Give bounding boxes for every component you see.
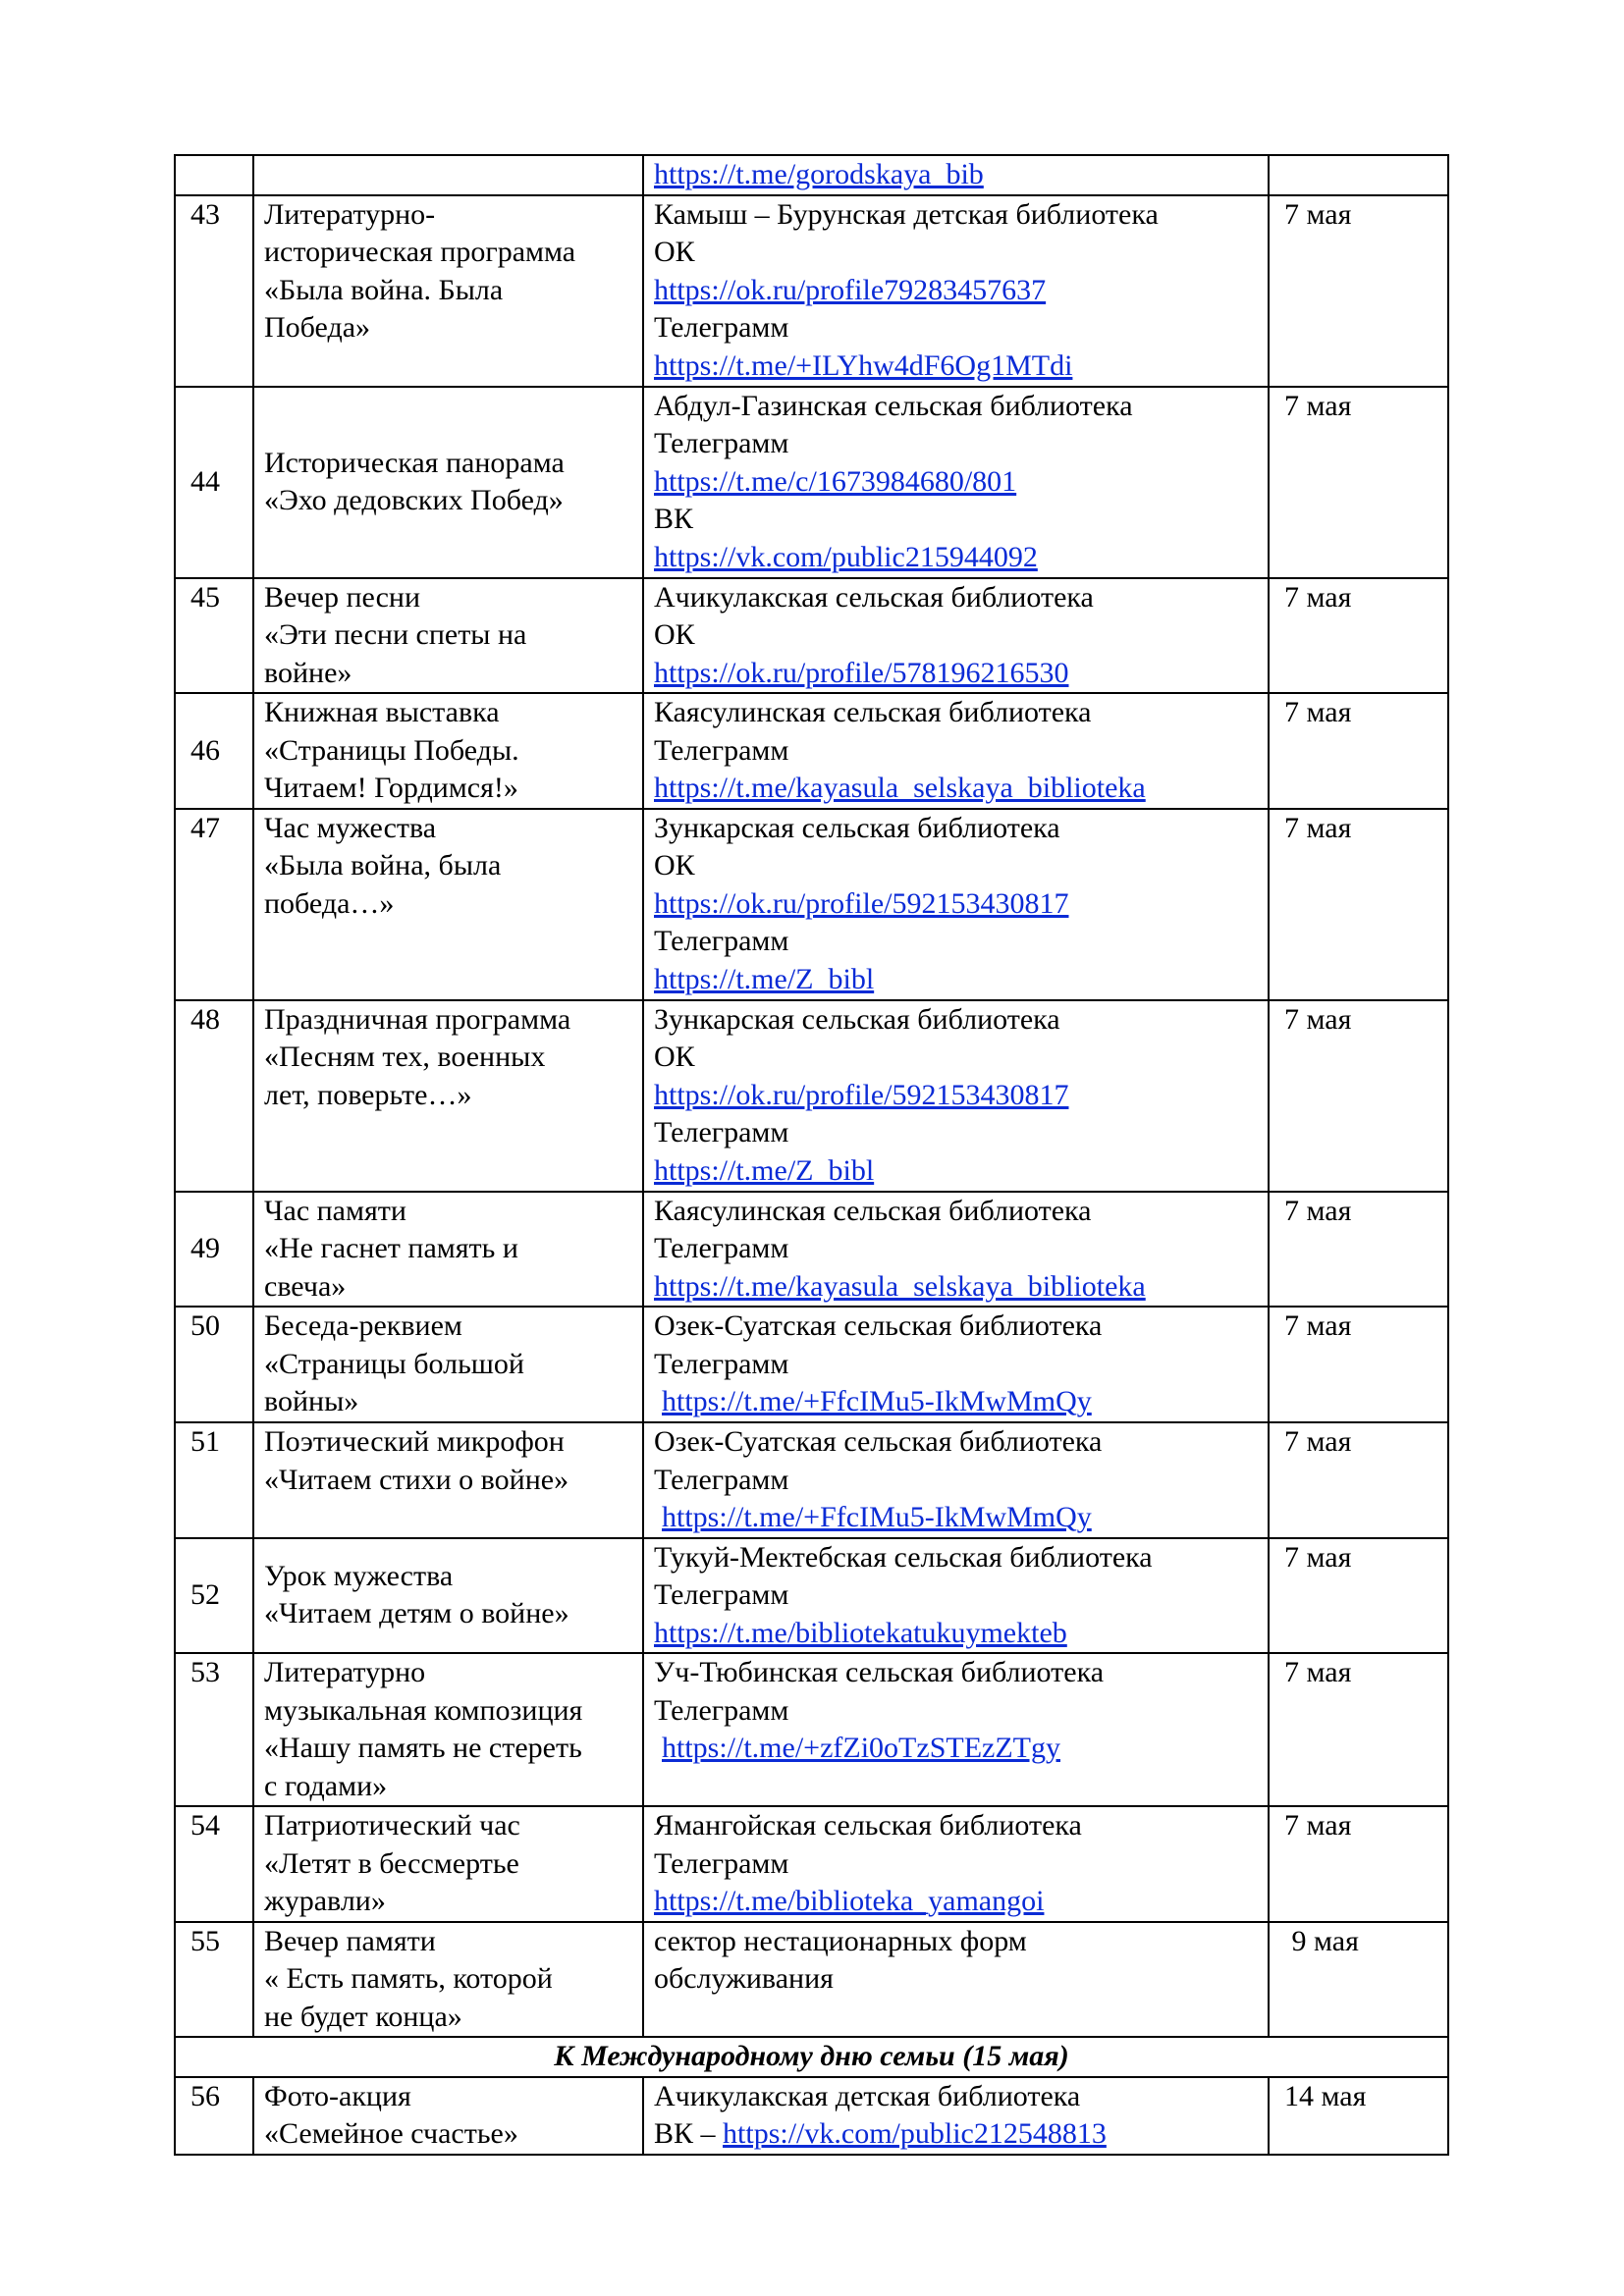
- event-title: [253, 693, 643, 809]
- event-date: 7 мая: [1269, 387, 1448, 578]
- event-line: историческая программа: [264, 236, 576, 268]
- row-number: [175, 155, 253, 195]
- venue-line: ОК: [654, 236, 695, 268]
- social-link[interactable]: https://t.me/Z_bibl: [654, 1153, 875, 1187]
- event-line: «Была война, была: [264, 849, 502, 881]
- venue-line: Телеграмм: [654, 1578, 789, 1611]
- venue-line: Телеграмм: [654, 1232, 789, 1264]
- venue-line: Ачикулакская детская библиотека: [654, 2079, 1081, 2112]
- social-link[interactable]: https://t.me/gorodskaya_bib: [654, 158, 984, 190]
- event-line: «Нашу память не стереть: [264, 1732, 582, 1764]
- table-row: [175, 1192, 1448, 1308]
- venue-and-links: [643, 1000, 1269, 1192]
- venue-and-links: [643, 1922, 1269, 2038]
- social-link[interactable]: https://t.me/+ILYhw4dF6Og1MTdi: [654, 348, 1073, 382]
- social-link[interactable]: https://t.me/kayasula_selskaya_biblioteka: [654, 1269, 1146, 1303]
- event-line: Историческая панорама: [264, 446, 565, 479]
- event-line: «Страницы большой: [264, 1347, 524, 1380]
- event-title: [253, 578, 643, 694]
- venue-line: Абдул-Газинская сельская библиотека: [654, 389, 1133, 422]
- event-title: [253, 1192, 643, 1308]
- social-link[interactable]: https://t.me/Z_bibl: [654, 962, 875, 995]
- venue-and-links: [643, 1538, 1269, 1654]
- event-date: 7 мая: [1269, 809, 1448, 1000]
- event-date: [1269, 155, 1448, 195]
- row-number: 51: [175, 1422, 253, 1538]
- event-title: [253, 1422, 643, 1538]
- social-link[interactable]: https://ok.ru/profile79283457637: [654, 273, 1047, 306]
- social-link[interactable]: https://ok.ru/profile/592153430817: [654, 886, 1069, 920]
- social-link[interactable]: https://t.me/+FfcIMu5-IkMwMmQy: [662, 1385, 1092, 1417]
- event-line: «Читаем стихи о войне»: [264, 1463, 569, 1496]
- venue-line: обслуживания: [654, 1962, 834, 1995]
- event-line: «Была война. Была: [264, 273, 504, 306]
- row-number: 45: [175, 578, 253, 694]
- event-title: [253, 1538, 643, 1654]
- row-number: 56: [175, 2077, 253, 2155]
- event-title: [253, 195, 643, 387]
- venue-line: Телеграмм: [654, 1116, 789, 1148]
- event-date: 7 мая: [1269, 195, 1448, 387]
- venue-line: Зункарская сельская библиотека: [654, 811, 1060, 844]
- social-link[interactable]: https://vk.com/public212548813: [723, 2117, 1107, 2150]
- venue-and-links: [643, 578, 1269, 694]
- venue-line: Телеграмм: [654, 311, 789, 344]
- venue-line: Тукуй-Мектебская сельская библиотека: [654, 1540, 1153, 1574]
- table-row: [175, 1806, 1448, 1922]
- venue-line: Зункарская сельская библиотека: [654, 1002, 1060, 1036]
- section-title: К Международному дню семьи (15 мая): [175, 2037, 1448, 2077]
- event-title: [253, 1000, 643, 1192]
- event-line: «Страницы Победы.: [264, 733, 519, 767]
- venue-line: Каясулинская сельская библиотека: [654, 1194, 1092, 1227]
- table-row: [175, 1422, 1448, 1538]
- event-line: с годами»: [264, 1769, 388, 1802]
- venue-and-links: [643, 387, 1269, 578]
- venue-line: Ямангойская сельская библиотека: [654, 1809, 1082, 1842]
- event-title: [253, 1307, 643, 1422]
- venue-line: Телеграмм: [654, 1463, 789, 1496]
- event-date: 14 мая: [1269, 2077, 1448, 2155]
- social-link[interactable]: https://t.me/biblioteka_yamangoi: [654, 1885, 1045, 1917]
- event-title: [253, 1806, 643, 1922]
- table-row: [175, 195, 1448, 387]
- venue-line: Озек-Суатская сельская библиотека: [654, 1309, 1103, 1342]
- event-date: 9 мая: [1269, 1922, 1448, 2038]
- row-number: 50: [175, 1307, 253, 1422]
- venue-line: Телеграмм: [654, 1846, 789, 1880]
- event-title: [253, 387, 643, 578]
- table-row: [175, 809, 1448, 1000]
- event-date: 7 мая: [1269, 1538, 1448, 1654]
- event-date: 7 мая: [1269, 1806, 1448, 1922]
- event-date: 7 мая: [1269, 1192, 1448, 1308]
- event-line: войны»: [264, 1385, 359, 1417]
- venue-and-links: [643, 693, 1269, 809]
- venue-line: ОК: [654, 1041, 695, 1073]
- table-row: [175, 2077, 1448, 2155]
- social-link[interactable]: https://t.me/c/1673984680/801: [654, 464, 1017, 498]
- table-row: [175, 1538, 1448, 1654]
- social-link[interactable]: https://ok.ru/profile/592153430817: [654, 1078, 1069, 1111]
- venue-and-links: [643, 2077, 1269, 2155]
- venue-and-links: [643, 1806, 1269, 1922]
- event-line: «Читаем детям о войне»: [264, 1597, 569, 1630]
- section-header-row: [175, 2037, 1448, 2077]
- row-number: 49: [175, 1192, 253, 1308]
- event-line: «Не гаснет память и: [264, 1232, 518, 1264]
- venue-and-links: [643, 195, 1269, 387]
- event-line: «Семейное счастье»: [264, 2117, 518, 2150]
- row-number: 55: [175, 1922, 253, 2038]
- venue-line: Каясулинская сельская библиотека: [654, 696, 1092, 728]
- event-line: Вечер песни: [264, 580, 421, 614]
- event-line: музыкальная композиция: [264, 1693, 583, 1727]
- social-link[interactable]: https://ok.ru/profile/578196216530: [654, 656, 1069, 689]
- social-link[interactable]: https://t.me/bibliotekatukuymekteb: [654, 1616, 1067, 1649]
- event-line: Праздничная программа: [264, 1002, 571, 1036]
- event-date: 7 мая: [1269, 578, 1448, 694]
- social-link[interactable]: https://t.me/+zfZi0oTzSTEzZTgy: [662, 1732, 1060, 1764]
- event-line: Читаем! Гордимся!»: [264, 772, 518, 804]
- venue-line: Камыш – Бурунская детская библиотека: [654, 197, 1159, 231]
- event-title: [253, 2077, 643, 2155]
- row-number: 54: [175, 1806, 253, 1922]
- venue-and-links: [643, 155, 1269, 195]
- event-line: Урок мужества: [264, 1559, 454, 1592]
- event-line: «Песням тех, военных: [264, 1041, 546, 1073]
- event-line: Книжная выставка: [264, 696, 500, 728]
- venue-line: Телеграмм: [654, 733, 789, 767]
- event-line: Литературно: [264, 1656, 426, 1688]
- venue-line: сектор нестационарных форм: [654, 1924, 1027, 1957]
- event-line: Час памяти: [264, 1194, 406, 1227]
- event-title: [253, 1922, 643, 2038]
- venue-line: Уч-Тюбинская сельская библиотека: [654, 1656, 1105, 1688]
- table-row: [175, 578, 1448, 694]
- row-number: 43: [175, 195, 253, 387]
- venue-and-links: [643, 809, 1269, 1000]
- event-date: 7 мая: [1269, 1000, 1448, 1192]
- social-link[interactable]: https://t.me/kayasula_selskaya_biblioteka: [654, 772, 1146, 804]
- event-line: свеча»: [264, 1269, 347, 1303]
- event-line: лет, поверьте…»: [264, 1078, 472, 1111]
- venue-line: ОК: [654, 618, 695, 651]
- link-prefix: ВК –: [654, 2117, 724, 2150]
- table-row: [175, 1307, 1448, 1422]
- venue-line: ОК: [654, 849, 695, 881]
- row-number: 52: [175, 1538, 253, 1654]
- venue-and-links: [643, 1192, 1269, 1308]
- venue-line: Озек-Суатская сельская библиотека: [654, 1425, 1103, 1458]
- event-title: [253, 1653, 643, 1806]
- event-line: журавли»: [264, 1885, 386, 1917]
- event-line: Час мужества: [264, 811, 437, 844]
- event-line: «Эхо дедовских Побед»: [264, 484, 564, 516]
- events-table: [174, 154, 1449, 2156]
- table-row: [175, 387, 1448, 578]
- event-date: 7 мая: [1269, 1653, 1448, 1806]
- event-line: Поэтический микрофон: [264, 1425, 565, 1458]
- table-row: [175, 1922, 1448, 2038]
- event-line: « Есть память, которой: [264, 1962, 553, 1995]
- event-line: Беседа-реквием: [264, 1309, 462, 1342]
- table-row: [175, 1653, 1448, 1806]
- event-line: не будет конца»: [264, 2000, 462, 2033]
- row-number: 46: [175, 693, 253, 809]
- row-number: 47: [175, 809, 253, 1000]
- venue-line: Телеграмм: [654, 925, 789, 957]
- row-number: 44: [175, 387, 253, 578]
- event-line: победа…»: [264, 886, 395, 920]
- venue-and-links: [643, 1422, 1269, 1538]
- event-line: Вечер памяти: [264, 1924, 436, 1957]
- social-link[interactable]: https://t.me/+FfcIMu5-IkMwMmQy: [662, 1501, 1092, 1533]
- event-line: «Летят в бессмертье: [264, 1846, 519, 1880]
- venue-line: ВК: [654, 503, 694, 535]
- venue-and-links: [643, 1307, 1269, 1422]
- table-row: [175, 155, 1448, 195]
- social-link[interactable]: https://vk.com/public215944092: [654, 540, 1038, 573]
- table-row: [175, 1000, 1448, 1192]
- event-title: [253, 155, 643, 195]
- event-line: Фото-акция: [264, 2079, 411, 2112]
- venue-line: Телеграмм: [654, 427, 789, 459]
- venue-line: Телеграмм: [654, 1693, 789, 1727]
- event-date: 7 мая: [1269, 1307, 1448, 1422]
- row-number: 48: [175, 1000, 253, 1192]
- event-line: Патриотический час: [264, 1809, 520, 1842]
- event-date: 7 мая: [1269, 693, 1448, 809]
- event-line: Победа»: [264, 311, 371, 344]
- event-line: Литературно-: [264, 197, 436, 231]
- venue-and-links: [643, 1653, 1269, 1806]
- event-line: войне»: [264, 656, 352, 689]
- row-number: 53: [175, 1653, 253, 1806]
- event-title: [253, 809, 643, 1000]
- event-line: «Эти песни спеты на: [264, 618, 527, 651]
- venue-line: Ачикулакская сельская библиотека: [654, 580, 1094, 614]
- event-date: 7 мая: [1269, 1422, 1448, 1538]
- venue-line: Телеграмм: [654, 1347, 789, 1380]
- table-row: [175, 693, 1448, 809]
